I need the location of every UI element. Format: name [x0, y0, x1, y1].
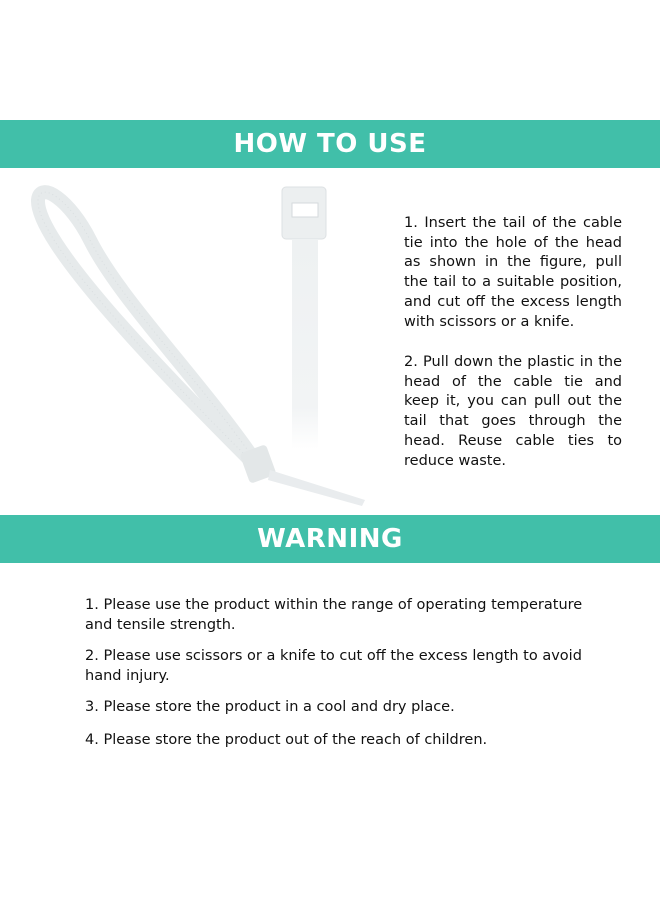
warning-item-2: 2. Please use scissors or a knife to cut off the excess length to avoid hand injury.: [85, 648, 582, 684]
warning-item-3: 3. Please store the product in a cool and dry place.: [85, 699, 455, 715]
how-to-use-banner: HOW TO USE: [0, 120, 660, 168]
warning-item-1: 1. Please use the product within the range of operating temperature and tensile strength.: [85, 597, 583, 633]
warning-banner: WARNING: [0, 515, 660, 563]
cable-tie-illustration: [0, 170, 400, 510]
how-to-use-step-1: 1. Insert the tail of the cable tie into the hole of the head as shown in the figure, pull the tail to a suitable position, and cut off the excess length with scissors or a knife.: [404, 215, 622, 330]
straight-cable-tie: [282, 187, 326, 449]
warning-item-4: 4. Please store the product out of the reach of children.: [85, 732, 488, 748]
how-to-use-step-2: 2. Pull down the plastic in the head of the cable tie and keep it, you can pull out the tail that goes through the head. Reuse cable ties to reduce waste.: [404, 354, 622, 469]
